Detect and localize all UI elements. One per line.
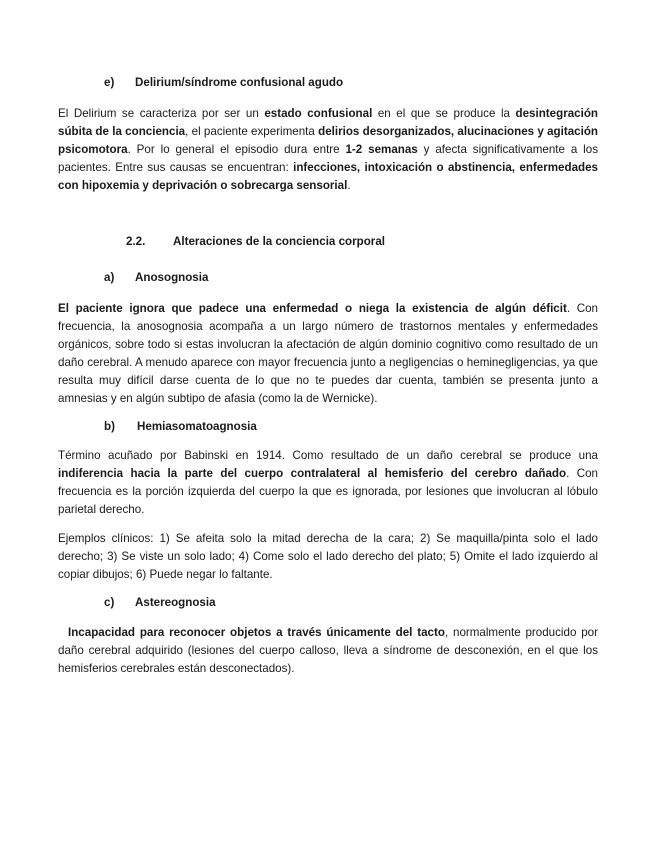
- heading-text: Hemiasomatoagnosia: [137, 420, 257, 433]
- heading-text: Delirium/síndrome confusional agudo: [135, 76, 344, 89]
- text-run: . Por lo general el episodio dura entre: [127, 143, 346, 156]
- list-marker: e): [104, 76, 115, 89]
- text-run: El Delirium se caracteriza por ser un: [58, 107, 265, 120]
- paragraph-astereognosia: [58, 624, 598, 678]
- paragraph-anosognosia: [58, 300, 598, 408]
- paragraph-hemiasomatoagnosia: [58, 447, 598, 519]
- text-run: y afecta significativamente a los pacientes. Entre sus causas se encuentran:: [58, 143, 599, 174]
- bold-run: estado confusional: [264, 107, 373, 120]
- section-heading-hemiasomatoagnosia: [104, 420, 257, 433]
- heading-text: Alteraciones de la conciencia corporal: [173, 235, 385, 248]
- text-run: , normalmente producido por daño cerebral adquirido (lesiones del cuerpo calloso, lleva a síndrome de desconexión, en el que los hemisferios cerebrales están desconectados).: [58, 626, 598, 675]
- paragraph-delirium: [58, 105, 598, 195]
- list-marker: c): [104, 596, 115, 609]
- bold-run: Incapacidad para reconocer objetos a través únicamente del tacto: [68, 626, 445, 639]
- bold-run: delirios desorganizados, alucinaciones y agitación psicomotora: [58, 125, 599, 156]
- text-run: Ejemplos clínicos: 1) Se afeita solo la mitad derecha de la cara; 2) Se maquilla/pinta solo el lado derecho; 3) Se viste un solo lado; 4) Come solo el lado derecho del plato; 5) Omite el lado izquierdo al copiar dibujos; 6) Puede negar lo faltante.: [58, 532, 598, 581]
- bold-run: infecciones, intoxicación o abstinencia, enfermedades con hipoxemia y deprivación o sobrecarga sensorial: [58, 161, 598, 192]
- list-marker: a): [104, 271, 115, 284]
- text-run: . Con frecuencia, la anosognosia acompaña a un largo número de trastornos mentales y enfermedades orgánicos, sobre todo si estas involucran la afectación de algún dominio cognitivo como resultado de un daño cerebral. A menudo aparece con mayor frecuencia junto a negligencias o heminegligencias, ya que resulta muy difícil darse cuenta de lo que no te puedes dar cuenta, también se presenta junto a amnesias y en algún subtipo de afasia (como la de Wernicke).: [58, 302, 598, 405]
- section-heading-astereognosia: [104, 596, 216, 609]
- text-run: . Con frecuencia es la porción izquierda del cuerpo la que es ignorada, por lesiones que involucran al lóbulo parietal derecho.: [58, 467, 598, 516]
- heading-text: Anosognosia: [135, 271, 209, 284]
- section-heading-2-2: [126, 235, 385, 248]
- bold-run: El paciente ignora que padece una enfermedad o niega la existencia de algún déficit: [58, 302, 567, 315]
- paragraph-clinical-examples: [58, 530, 598, 584]
- text-run: .: [347, 179, 351, 192]
- list-marker: b): [104, 420, 115, 433]
- section-heading-anosognosia: [104, 271, 208, 284]
- bold-run: 1-2 semanas: [345, 143, 418, 156]
- text-run: , el paciente experimenta: [185, 125, 319, 138]
- text-run: en el que se produce la: [372, 107, 516, 120]
- bold-run: desintegración súbita de la conciencia: [58, 107, 598, 138]
- section-heading-delirium: [104, 76, 343, 89]
- text-run: Término acuñado por Babinski en 1914. Como resultado de un daño cerebral se produce una: [58, 449, 598, 462]
- bold-run: indiferencia hacia la parte del cuerpo contralateral al hemisferio del cerebro dañado: [58, 467, 567, 480]
- heading-text: Astereognosia: [135, 596, 216, 609]
- section-number: 2.2.: [126, 235, 146, 248]
